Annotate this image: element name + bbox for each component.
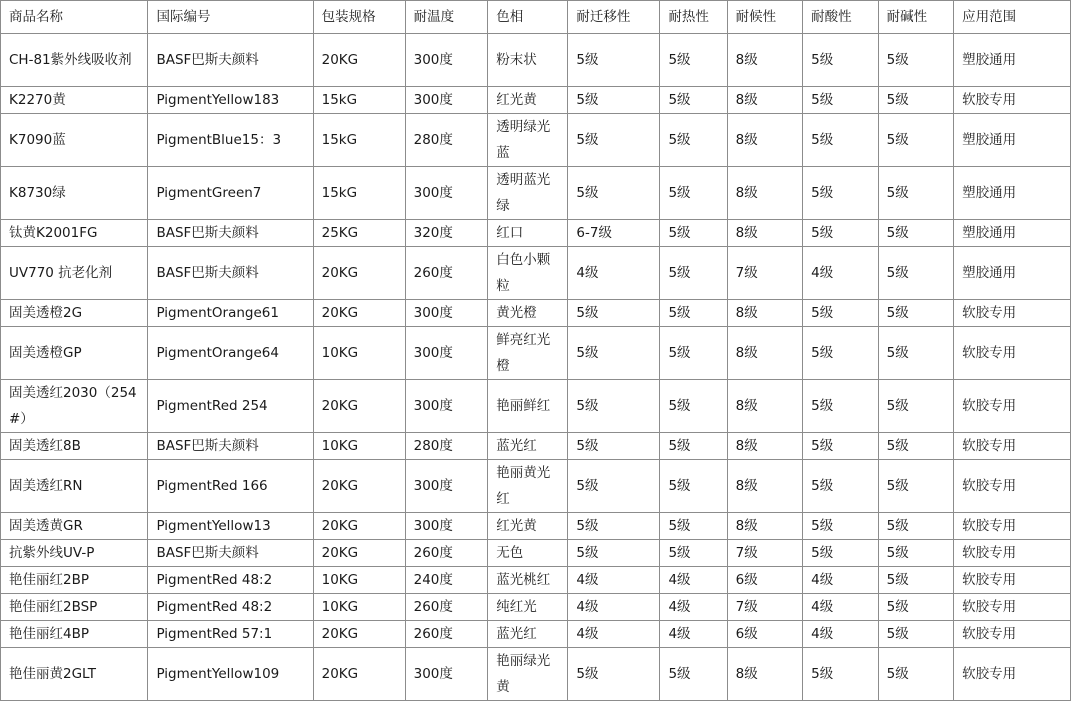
cell-packaging: 20KG xyxy=(313,34,405,87)
cell-heat: 5级 xyxy=(660,327,727,380)
cell-intl-code: PigmentRed 57:1 xyxy=(148,621,313,648)
cell-intl-code: BASF巴斯夫颜料 xyxy=(148,433,313,460)
cell-acid: 5级 xyxy=(803,220,879,247)
header-row xyxy=(1,1,1071,34)
table-row xyxy=(1,300,1071,327)
cell-heat: 5级 xyxy=(660,114,727,167)
table-row xyxy=(1,380,1071,433)
table-row xyxy=(1,567,1071,594)
cell-temp-resistance: 280度 xyxy=(405,433,488,460)
cell-temp-resistance: 300度 xyxy=(405,648,488,701)
cell-alkali: 5级 xyxy=(878,594,954,621)
cell-packaging: 20KG xyxy=(313,513,405,540)
cell-alkali: 5级 xyxy=(878,460,954,513)
cell-product-name: K7090蓝 xyxy=(1,114,148,167)
cell-temp-resistance: 300度 xyxy=(405,167,488,220)
cell-temp-resistance: 300度 xyxy=(405,513,488,540)
cell-weather: 8级 xyxy=(727,87,803,114)
cell-heat: 4级 xyxy=(660,567,727,594)
cell-application: 软胶专用 xyxy=(954,380,1071,433)
cell-acid: 5级 xyxy=(803,114,879,167)
cell-packaging: 20KG xyxy=(313,460,405,513)
cell-intl-code: PigmentBlue15：3 xyxy=(148,114,313,167)
cell-weather: 8级 xyxy=(727,460,803,513)
cell-migration: 4级 xyxy=(568,247,660,300)
cell-migration: 5级 xyxy=(568,433,660,460)
cell-alkali: 5级 xyxy=(878,513,954,540)
cell-temp-resistance: 240度 xyxy=(405,567,488,594)
cell-product-name: 固美透橙2G xyxy=(1,300,148,327)
cell-hue: 粉末状 xyxy=(488,34,568,87)
cell-weather: 8级 xyxy=(727,167,803,220)
cell-application: 软胶专用 xyxy=(954,540,1071,567)
cell-packaging: 15kG xyxy=(313,87,405,114)
cell-migration: 5级 xyxy=(568,460,660,513)
column-header-alkali: 耐碱性 xyxy=(878,1,954,34)
cell-migration: 5级 xyxy=(568,34,660,87)
cell-intl-code: BASF巴斯夫颜料 xyxy=(148,540,313,567)
cell-hue: 蓝光桃红 xyxy=(488,567,568,594)
column-header-heat: 耐热性 xyxy=(660,1,727,34)
cell-application: 软胶专用 xyxy=(954,433,1071,460)
column-header-product-name: 商品名称 xyxy=(1,1,148,34)
cell-product-name: 固美透红2030（254#） xyxy=(1,380,148,433)
cell-acid: 5级 xyxy=(803,540,879,567)
cell-alkali: 5级 xyxy=(878,433,954,460)
cell-application: 软胶专用 xyxy=(954,513,1071,540)
cell-alkali: 5级 xyxy=(878,621,954,648)
cell-weather: 7级 xyxy=(727,540,803,567)
cell-application: 塑胶通用 xyxy=(954,167,1071,220)
cell-hue: 黄光橙 xyxy=(488,300,568,327)
column-header-acid: 耐酸性 xyxy=(803,1,879,34)
table-row xyxy=(1,621,1071,648)
cell-packaging: 15kG xyxy=(313,167,405,220)
cell-migration: 5级 xyxy=(568,114,660,167)
cell-application: 塑胶通用 xyxy=(954,34,1071,87)
cell-weather: 8级 xyxy=(727,513,803,540)
cell-application: 软胶专用 xyxy=(954,460,1071,513)
cell-acid: 4级 xyxy=(803,247,879,300)
cell-weather: 8级 xyxy=(727,114,803,167)
cell-hue: 纯红光 xyxy=(488,594,568,621)
cell-packaging: 10KG xyxy=(313,327,405,380)
table-row xyxy=(1,460,1071,513)
cell-heat: 5级 xyxy=(660,87,727,114)
cell-application: 软胶专用 xyxy=(954,648,1071,701)
cell-alkali: 5级 xyxy=(878,327,954,380)
cell-heat: 5级 xyxy=(660,380,727,433)
cell-hue: 红光黄 xyxy=(488,87,568,114)
cell-temp-resistance: 260度 xyxy=(405,247,488,300)
cell-hue: 红光黄 xyxy=(488,513,568,540)
cell-product-name: 艳佳丽黄2GLT xyxy=(1,648,148,701)
cell-migration: 5级 xyxy=(568,648,660,701)
cell-packaging: 20KG xyxy=(313,300,405,327)
table-row xyxy=(1,247,1071,300)
cell-product-name: 固美透黄GR xyxy=(1,513,148,540)
cell-alkali: 5级 xyxy=(878,247,954,300)
cell-hue: 艳丽鲜红 xyxy=(488,380,568,433)
table-row xyxy=(1,87,1071,114)
cell-weather: 8级 xyxy=(727,433,803,460)
table-row xyxy=(1,114,1071,167)
cell-heat: 4级 xyxy=(660,621,727,648)
cell-migration: 4级 xyxy=(568,621,660,648)
cell-temp-resistance: 300度 xyxy=(405,87,488,114)
cell-application: 软胶专用 xyxy=(954,300,1071,327)
cell-product-name: K8730绿 xyxy=(1,167,148,220)
cell-hue: 鲜亮红光橙 xyxy=(488,327,568,380)
cell-hue: 艳丽绿光黄 xyxy=(488,648,568,701)
cell-heat: 5级 xyxy=(660,540,727,567)
cell-temp-resistance: 300度 xyxy=(405,300,488,327)
cell-intl-code: PigmentGreen7 xyxy=(148,167,313,220)
column-header-hue: 色相 xyxy=(488,1,568,34)
table-row xyxy=(1,433,1071,460)
cell-packaging: 15kG xyxy=(313,114,405,167)
cell-product-name: 固美透红8B xyxy=(1,433,148,460)
table-row xyxy=(1,648,1071,701)
table-row xyxy=(1,167,1071,220)
cell-alkali: 5级 xyxy=(878,300,954,327)
cell-intl-code: PigmentYellow13 xyxy=(148,513,313,540)
cell-hue: 蓝光红 xyxy=(488,433,568,460)
cell-heat: 5级 xyxy=(660,247,727,300)
cell-weather: 8级 xyxy=(727,648,803,701)
cell-temp-resistance: 320度 xyxy=(405,220,488,247)
cell-hue: 蓝光红 xyxy=(488,621,568,648)
table-row xyxy=(1,220,1071,247)
cell-alkali: 5级 xyxy=(878,87,954,114)
cell-acid: 4级 xyxy=(803,621,879,648)
cell-migration: 6-7级 xyxy=(568,220,660,247)
cell-application: 塑胶通用 xyxy=(954,247,1071,300)
cell-hue: 艳丽黄光红 xyxy=(488,460,568,513)
cell-packaging: 20KG xyxy=(313,540,405,567)
cell-migration: 5级 xyxy=(568,513,660,540)
cell-hue: 白色小颗粒 xyxy=(488,247,568,300)
cell-weather: 8级 xyxy=(727,300,803,327)
cell-heat: 5级 xyxy=(660,513,727,540)
cell-packaging: 20KG xyxy=(313,621,405,648)
cell-intl-code: BASF巴斯夫颜料 xyxy=(148,220,313,247)
table-row xyxy=(1,34,1071,87)
cell-packaging: 20KG xyxy=(313,648,405,701)
cell-product-name: K2270黄 xyxy=(1,87,148,114)
cell-acid: 5级 xyxy=(803,460,879,513)
table-row xyxy=(1,327,1071,380)
cell-intl-code: PigmentRed 48:2 xyxy=(148,567,313,594)
cell-product-name: CH-81紫外线吸收剂 xyxy=(1,34,148,87)
cell-packaging: 20KG xyxy=(313,380,405,433)
cell-heat: 5级 xyxy=(660,34,727,87)
cell-intl-code: BASF巴斯夫颜料 xyxy=(148,34,313,87)
cell-weather: 8级 xyxy=(727,380,803,433)
cell-product-name: 抗紫外线UV-P xyxy=(1,540,148,567)
cell-migration: 5级 xyxy=(568,380,660,433)
cell-migration: 4级 xyxy=(568,594,660,621)
cell-product-name: 固美透红RN xyxy=(1,460,148,513)
cell-temp-resistance: 300度 xyxy=(405,460,488,513)
cell-application: 塑胶通用 xyxy=(954,220,1071,247)
cell-migration: 5级 xyxy=(568,540,660,567)
cell-packaging: 20KG xyxy=(313,247,405,300)
cell-hue: 透明绿光蓝 xyxy=(488,114,568,167)
cell-acid: 5级 xyxy=(803,167,879,220)
column-header-migration: 耐迁移性 xyxy=(568,1,660,34)
cell-weather: 6级 xyxy=(727,567,803,594)
cell-acid: 4级 xyxy=(803,567,879,594)
cell-temp-resistance: 300度 xyxy=(405,327,488,380)
cell-application: 塑胶通用 xyxy=(954,114,1071,167)
cell-heat: 5级 xyxy=(660,433,727,460)
cell-weather: 7级 xyxy=(727,594,803,621)
cell-intl-code: PigmentOrange64 xyxy=(148,327,313,380)
cell-acid: 5级 xyxy=(803,300,879,327)
cell-product-name: UV770 抗老化剂 xyxy=(1,247,148,300)
cell-application: 软胶专用 xyxy=(954,567,1071,594)
cell-temp-resistance: 300度 xyxy=(405,380,488,433)
cell-heat: 5级 xyxy=(660,648,727,701)
cell-product-name: 艳佳丽红2BSP xyxy=(1,594,148,621)
cell-alkali: 5级 xyxy=(878,380,954,433)
table-row xyxy=(1,513,1071,540)
cell-intl-code: PigmentOrange61 xyxy=(148,300,313,327)
cell-alkali: 5级 xyxy=(878,34,954,87)
cell-temp-resistance: 300度 xyxy=(405,34,488,87)
cell-heat: 5级 xyxy=(660,167,727,220)
cell-migration: 5级 xyxy=(568,327,660,380)
cell-alkali: 5级 xyxy=(878,567,954,594)
cell-weather: 8级 xyxy=(727,220,803,247)
cell-heat: 5级 xyxy=(660,220,727,247)
cell-packaging: 10KG xyxy=(313,567,405,594)
cell-intl-code: PigmentRed 48:2 xyxy=(148,594,313,621)
table-row xyxy=(1,540,1071,567)
cell-weather: 6级 xyxy=(727,621,803,648)
cell-weather: 8级 xyxy=(727,327,803,380)
cell-hue: 无色 xyxy=(488,540,568,567)
cell-heat: 5级 xyxy=(660,300,727,327)
cell-acid: 4级 xyxy=(803,594,879,621)
cell-application: 软胶专用 xyxy=(954,327,1071,380)
column-header-packaging: 包装规格 xyxy=(313,1,405,34)
cell-migration: 5级 xyxy=(568,87,660,114)
cell-acid: 5级 xyxy=(803,433,879,460)
cell-acid: 5级 xyxy=(803,513,879,540)
cell-alkali: 5级 xyxy=(878,220,954,247)
cell-acid: 5级 xyxy=(803,648,879,701)
cell-intl-code: PigmentRed 254 xyxy=(148,380,313,433)
cell-heat: 4级 xyxy=(660,594,727,621)
cell-heat: 5级 xyxy=(660,460,727,513)
cell-product-name: 固美透橙GP xyxy=(1,327,148,380)
cell-temp-resistance: 260度 xyxy=(405,594,488,621)
column-header-temp-resistance: 耐温度 xyxy=(405,1,488,34)
cell-intl-code: PigmentYellow109 xyxy=(148,648,313,701)
cell-alkali: 5级 xyxy=(878,540,954,567)
table-row xyxy=(1,594,1071,621)
column-header-application: 应用范围 xyxy=(954,1,1071,34)
cell-acid: 5级 xyxy=(803,87,879,114)
cell-acid: 5级 xyxy=(803,327,879,380)
cell-hue: 透明蓝光绿 xyxy=(488,167,568,220)
cell-temp-resistance: 280度 xyxy=(405,114,488,167)
column-header-intl-code: 国际编号 xyxy=(148,1,313,34)
cell-application: 软胶专用 xyxy=(954,621,1071,648)
cell-application: 软胶专用 xyxy=(954,594,1071,621)
cell-application: 软胶专用 xyxy=(954,87,1071,114)
cell-migration: 5级 xyxy=(568,300,660,327)
cell-packaging: 25KG xyxy=(313,220,405,247)
cell-migration: 5级 xyxy=(568,167,660,220)
cell-alkali: 5级 xyxy=(878,114,954,167)
cell-weather: 8级 xyxy=(727,34,803,87)
cell-alkali: 5级 xyxy=(878,648,954,701)
cell-intl-code: BASF巴斯夫颜料 xyxy=(148,247,313,300)
cell-temp-resistance: 260度 xyxy=(405,540,488,567)
cell-product-name: 钛黄K2001FG xyxy=(1,220,148,247)
cell-temp-resistance: 260度 xyxy=(405,621,488,648)
cell-weather: 7级 xyxy=(727,247,803,300)
column-header-weather: 耐候性 xyxy=(727,1,803,34)
cell-product-name: 艳佳丽红2BP xyxy=(1,567,148,594)
cell-packaging: 10KG xyxy=(313,594,405,621)
cell-intl-code: PigmentRed 166 xyxy=(148,460,313,513)
cell-acid: 5级 xyxy=(803,34,879,87)
cell-intl-code: PigmentYellow183 xyxy=(148,87,313,114)
cell-acid: 5级 xyxy=(803,380,879,433)
cell-hue: 红口 xyxy=(488,220,568,247)
cell-packaging: 10KG xyxy=(313,433,405,460)
cell-product-name: 艳佳丽红4BP xyxy=(1,621,148,648)
cell-alkali: 5级 xyxy=(878,167,954,220)
cell-migration: 4级 xyxy=(568,567,660,594)
